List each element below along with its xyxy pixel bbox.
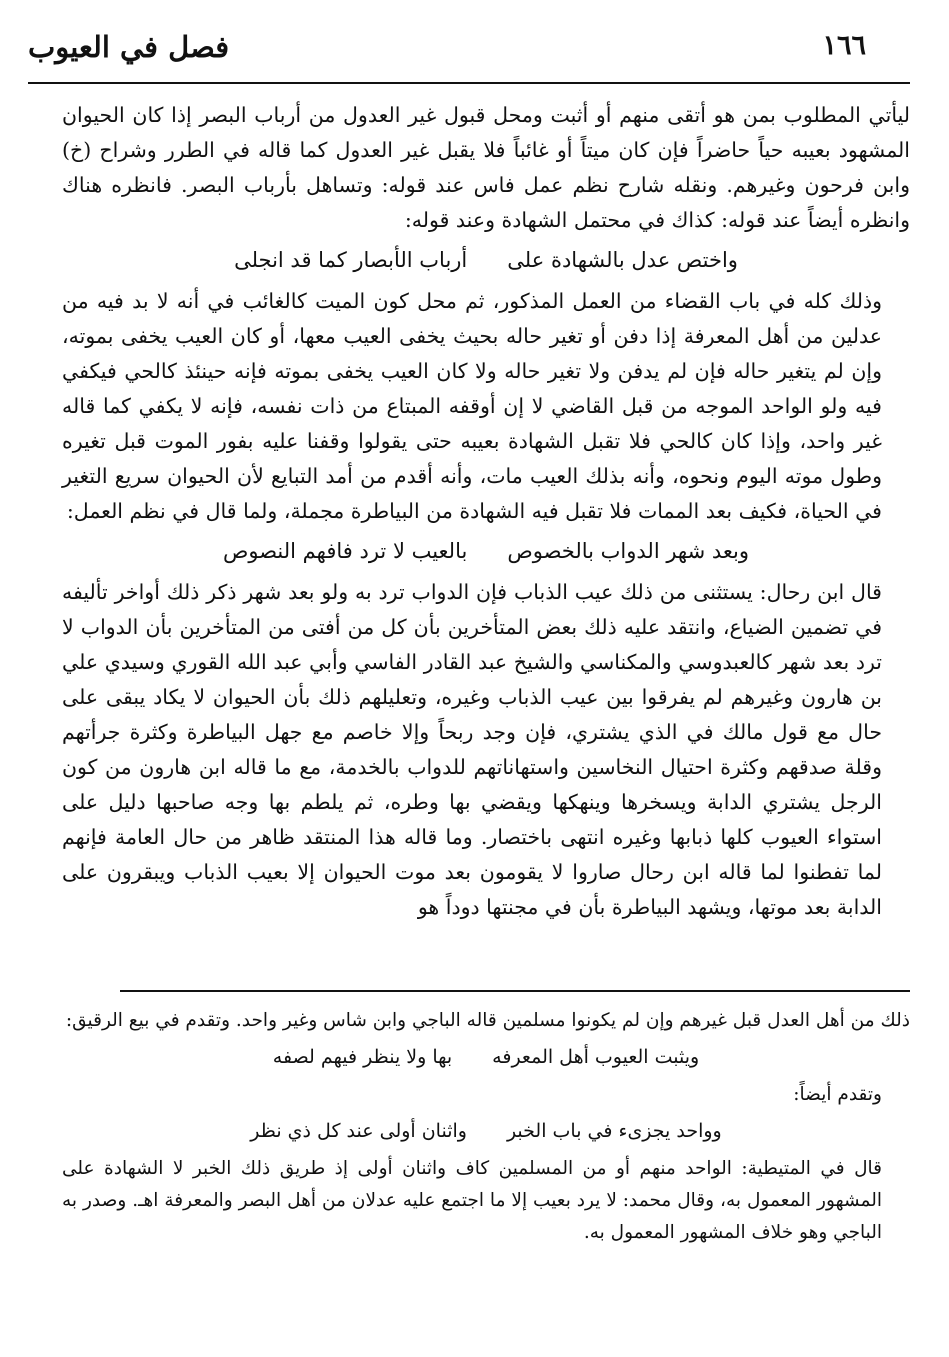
footnote-rule — [120, 990, 910, 992]
footnote-section — [62, 1005, 910, 1249]
paragraph: قال ابن رحال: يستثنى من ذلك عيب الذباب فإن الدواب ترد به ولو بعد شهر ذكر ذلك أواخر تأليفه في تضمين الضياع، وانتقد عليه ذلك بعض المتأخرين بأن كل من أفتى من المتأخرين بأن الدواب لا ترد بعد شهر كالعبدوسي والمكناسي والشيخ عبد القادر الفاسي وأبي عبد الله القوري وسيدي علي بن هارون وغيرهم لم يفرقوا بين عيب الذباب وغيره، وتعليلهم ذلك بأن الحيوان لا يكاد يبقى على حال مع قول مالك في الذي يشتري، فإن وجد ربحاً وإلا خاصم مع جهل البياطرة وكثرة جرأتهم وقلة صدقهم وكثرة احتيال النخاسين واستهاناتهم للدواب بالخدمة، مع ما قاله ابن هارون من كون الرجل يشتري الدابة ويسخرها وينهكها ويقضي بها وطره، ثم يلطم بها وجه صاحبها دليل على استواء العيوب كلها ذبابها وغيره انتهى باختصار. وما قاله هذا المنتقد ظاهر من حال العامة فإنهم لما تفطنوا لما قاله ابن رحال صاروا لا يقومون بعد موت الحيوان إلا بعيب الذباب ويبقرون على الدابة بعد موتها، ويشهد البياطرة بأن في مجنتها دوداً هو — [62, 580, 882, 919]
verse-first-hemistich: وبعد شهر الدواب بالخصوص — [507, 539, 750, 563]
main-text — [62, 98, 910, 925]
footnote-paragraph: وتقدم أيضاً: — [793, 1084, 882, 1105]
verse-line — [62, 238, 910, 282]
paragraph: ليأتي المطلوب بمن هو أتقى منهم أو أثبت ومحل قبول غير العدول من أرباب البصر إذا كان الحيوان المشهود بعيبه حياً حاضراً فإن كان ميتاً أو غائباً فلا يقبل غير العدول كما قاله في الطرر وشراح (خ) وابن فرحون وغيرهم. ونقله شارح نظم عمل فاس عند قوله: وتساهل بأرباب البصر. فانظره هناك وانظره أيضاً عند قوله: كذاك في محتمل الشهادة وعند قوله: — [62, 103, 910, 232]
verse-first-hemistich: ويثبت العيوب أهل المعرفه — [492, 1046, 700, 1068]
footnote-paragraph: ذلك من أهل العدل قبل غيرهم وإن لم يكونوا مسلمين قاله الباجي وابن شاس وغير واحد. وتقدم في بيع الرقيق: — [65, 1010, 910, 1031]
verse-second-hemistich: بالعيب لا ترد فافهم النصوص — [222, 539, 468, 563]
running-title: فصل في العيوب — [28, 30, 230, 64]
verse-second-hemistich: بها ولا ينظر فيهم لصفه — [272, 1046, 453, 1068]
footnote-verse-line — [62, 1111, 910, 1151]
verse-second-hemistich: واثنان أولى عند كل ذي نظر — [250, 1120, 467, 1142]
paragraph: وذلك كله في باب القضاء من العمل المذكور، ثم محل كون الميت كالغائب في أنه لا بد فيه من عدلين من أهل المعرفة إذا دفن أو تغير حاله بحيث يخفى العيب معها، أو كان العيب يخفى بموته، وإن لم يتغير حاله فإن لم يدفن ولا تغير حاله ولا كان العيب يخفى بموته فإنه حينئذ كالحي فيكفي فيه ولو الواحد الموجه من قبل القاضي لا إن أوقفه المبتاع من ذات نفسه، فإنه لا يكفي كما قاله غير واحد، وإذا كان كالحي فلا تقبل الشهادة بعيبه حتى يقولوا وقفنا عليه بفور الموت قبل تغيره وطول موته اليوم ونحوه، وأنه بذلك العيب مات، وأنه أقدم من أمد التبايع لأن الحيوان سريع التغير في الحياة، فكيف بعد الممات فلا تقبل فيه الشهادة من البياطرة مجملة، ولما قال في نظم العمل: — [62, 289, 882, 523]
footnote-paragraph: قال في المتيطية: الواحد منهم أو من المسلمين كاف واثنان أولى إذ طريق ذلك الخبر لا الشهادة على المشهور المعمول به، وقال محمد: لا يرد بعيب إلا ما اجتمع عليه عدلان من أهل البصر والمعرفة اهـ. وصدر به الباجي وهو خلاف المشهور المعمول به. — [62, 1158, 882, 1243]
verse-first-hemistich: واختص عدل بالشهادة على — [507, 248, 738, 272]
page-number: ١٦٦ — [822, 30, 866, 61]
footnote-verse-line — [62, 1037, 910, 1077]
verse-first-hemistich: وواحد يجزىء في باب الخبر — [506, 1120, 722, 1142]
page-header — [28, 30, 908, 80]
header-rule — [28, 82, 910, 84]
verse-line — [62, 529, 910, 573]
verse-second-hemistich: أرباب الأبصار كما قد انجلى — [234, 248, 468, 272]
